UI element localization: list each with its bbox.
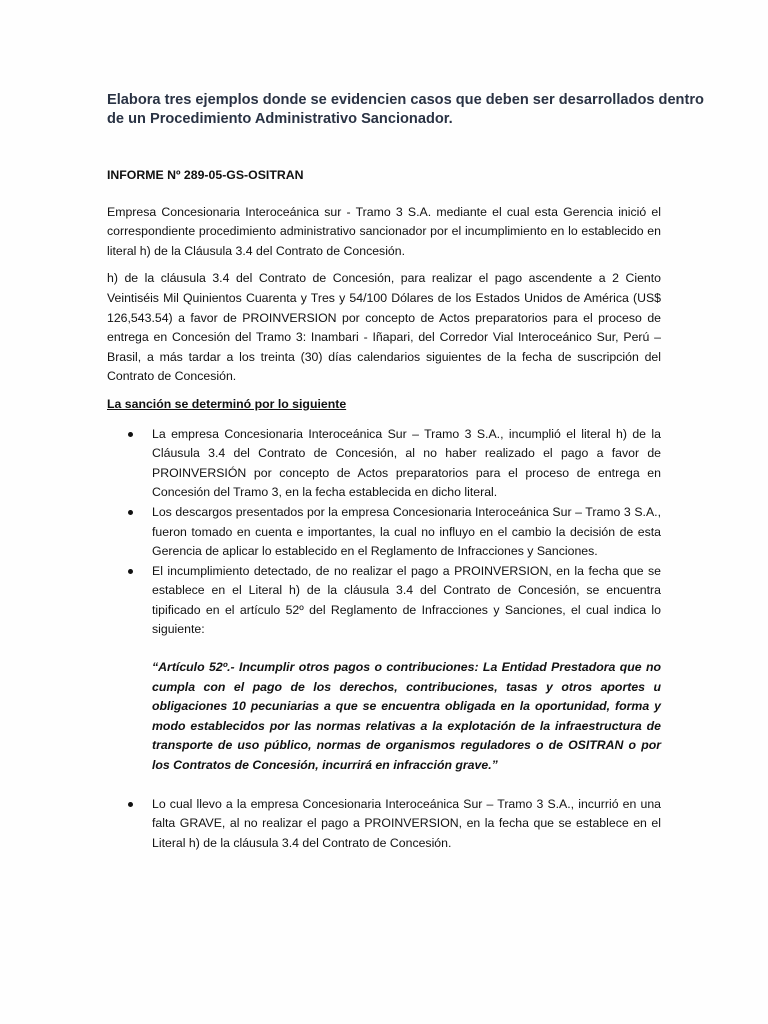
list-item	[152, 562, 661, 776]
list-item-text: La empresa Concesionaria Interoceánica Sur – Tramo 3 S.A., incumplió el literal h) de la Cláusula 3.4 del Contrato de Concesión, al no haber realizado el pago a favor de PROINVERSIÓN por concepto de Actos preparatorios para el proceso de entrega en Concesión del Tramo 3, en la fecha establecida en dicho literal.	[152, 426, 661, 500]
list-item	[152, 503, 661, 562]
paragraph-clause: h) de la cláusula 3.4 del Contrato de Concesión, para realizar el pago ascendente a 2 Ciento Veintiséis Mil Quinientos Cuarenta y Tres y 54/100 Dólares de los Estados Unidos de América (US$ 126,543.54) a favor de PROINVERSION por concepto de Actos preparatorios para el proceso de entrega en Concesión del Tramo 3: Inambari - Iñapari, del Corredor Vial Interoceánico Sur, Perú – Brasil, a más tardar a los treinta (30) días calendarios siguientes de la fecha de suscripción del Contrato de Concesión.	[107, 271, 661, 384]
article-quote: “Artículo 52º.- Incumplir otros pagos o contribuciones: La Entidad Prestadora que no cumpla con el pago de los derechos, contribuciones, tasas y otros aportes u obligaciones 10 pecuniarias a que se encuentra obligada en la oportunidad, forma y modo establecidos por las normas relativas a la explotación de la infraestructura de transporte de uso público, normas de organismos reguladores o de OSITRAN o por los Contratos de Concesión, incurrirá en infracción grave.”	[152, 660, 661, 773]
list-item	[152, 425, 661, 503]
bullet-icon	[128, 510, 133, 515]
list-item-text: Lo cual llevo a la empresa Concesionaria Interoceánica Sur – Tramo 3 S.A., incurrió en una falta GRAVE, al no realizar el pago a PROINVERSION, en la fecha que se establece en el Literal h) de la cláusula 3.4 del Contrato de Concesión.	[152, 796, 661, 850]
bullet-icon	[128, 432, 133, 437]
list-item-text: El incumplimiento detectado, de no realizar el pago a PROINVERSION, en la fecha que se establece en el Literal h) de la cláusula 3.4 del Contrato de Concesión, se encuentra tipificado en el artículo 52º del Reglamento de Infracciones y Sanciones, el cual indica lo siguiente:	[152, 563, 661, 637]
document-body	[107, 166, 661, 853]
document-heading: Elabora tres ejemplos donde se evidencien casos que deben ser desarrollados dentro de un Procedimiento Administrativo Sancionador.	[107, 92, 704, 127]
bullet-icon	[128, 569, 133, 574]
list-item-text: Los descargos presentados por la empresa Concesionaria Interoceánica Sur – Tramo 3 S.A., fueron tomado en cuenta e importantes, la cual no influyo en el cambio la decisión de esta Gerencia de aplicar lo establecido en el Reglamento de Infracciones y Sanciones.	[152, 504, 661, 559]
list-item	[152, 795, 661, 854]
paragraph-intro: Empresa Concesionaria Interoceánica sur - Tramo 3 S.A. mediante el cual esta Gerencia inició el correspondiente procedimiento administrativo sancionador por el incumplimiento en lo establecido en literal h) de la Cláusula 3.4 del Contrato de Concesión.	[107, 204, 661, 258]
sanction-list	[107, 425, 661, 854]
report-id: INFORME Nº 289-05-GS-OSITRAN	[107, 168, 304, 182]
bullet-icon	[128, 802, 133, 807]
sanction-heading: La sanción se determinó por lo siguiente	[107, 396, 347, 411]
